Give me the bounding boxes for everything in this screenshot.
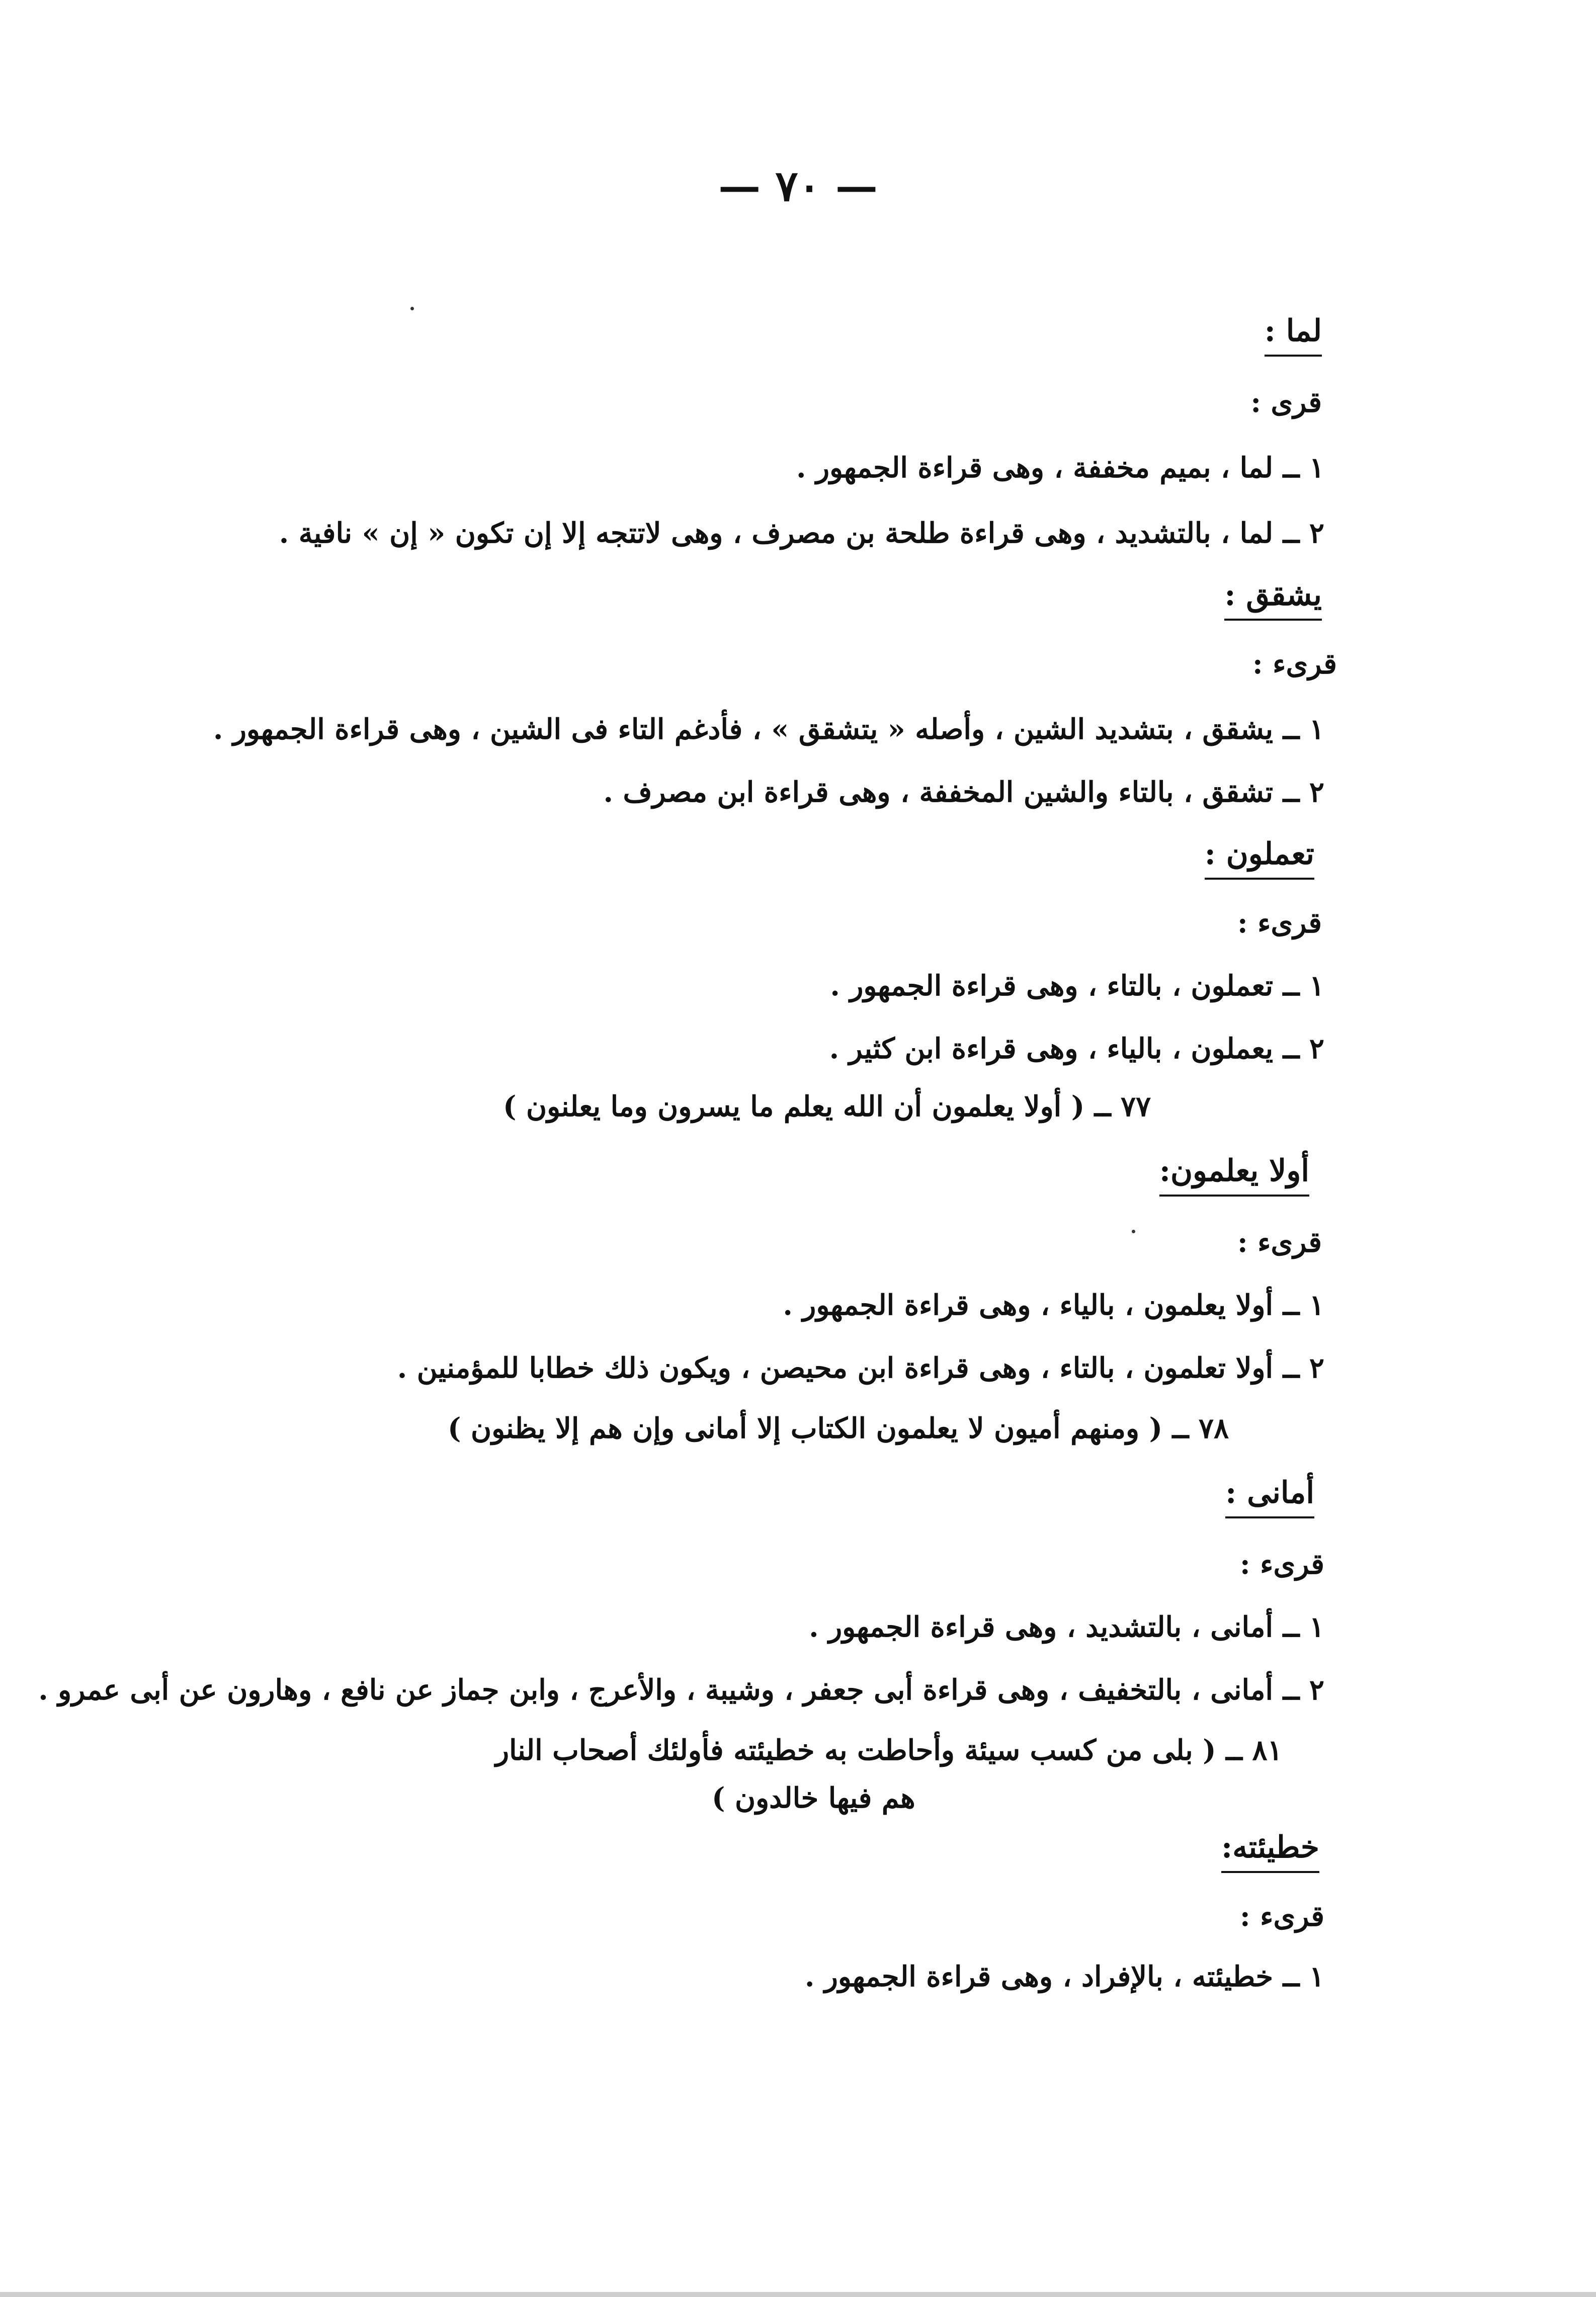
reading-line: ٢ ــ يعملون ، بالياء ، وهى قراءة ابن كثير .	[829, 1032, 1324, 1065]
reading-line: ١ ــ أمانى ، بالتشديد ، وهى قراءة الجمهور .	[809, 1610, 1324, 1644]
heading-awala-yalamun: أولا يعلمون:	[1159, 1154, 1309, 1197]
verse-78: ٧٨ ــ ( ومنهم أميون لا يعلمون الكتاب إلا أمانى وإن هم إلا يظنون )	[448, 1412, 1229, 1445]
scan-edge	[0, 2292, 1596, 2297]
qurie-label: قرىء :	[1240, 1548, 1324, 1581]
heading-yashaqqaq: يشقق :	[1224, 578, 1322, 621]
verse-81-part2: هم فيها خالدون )	[712, 1781, 915, 1815]
page-number: — ٧٠ —	[718, 161, 878, 211]
reading-line: ١ ــ يشقق ، بتشديد الشين ، وأصله « يتشقق » ، فأدغم التاء فى الشين ، وهى قراءة الجمهور .	[213, 713, 1324, 746]
verse-81-part1: ٨١ ــ ( بلى من كسب سيئة وأحاطت به خطيئته فأولئك أصحاب النار	[495, 1734, 1283, 1767]
heading-lamma: لما :	[1265, 314, 1322, 357]
reading-line: ٢ ــ تشقق ، بالتاء والشين المخففة ، وهى قراءة ابن مصرف .	[603, 776, 1324, 809]
reading-line: ٢ ــ أولا تعلمون ، بالتاء ، وهى قراءة ابن محيصن ، ويكون ذلك خطابا للمؤمنين .	[397, 1351, 1324, 1385]
qurie-label: قرىء :	[1252, 647, 1337, 680]
heading-amani: أمانى :	[1225, 1476, 1314, 1518]
qurie-label: قرىء :	[1237, 1226, 1322, 1259]
heading-taamalun: تعملون :	[1205, 837, 1314, 880]
reading-line: ١ ــ لما ، بميم مخففة ، وهى قراءة الجمهور .	[796, 451, 1324, 484]
heading-khatiatuhu: خطيئته:	[1221, 1831, 1319, 1873]
reading-line: ٢ ــ أمانى ، بالتخفيف ، وهى قراءة أبى جعفر ، وشيبة ، والأعرج ، وابن جماز عن نافع ، وهارون عن أبى عمرو .	[38, 1673, 1324, 1707]
qurie-label: قرى :	[1250, 386, 1322, 419]
verse-77: ٧٧ ــ ( أولا يعلمون أن الله يعلم ما يسرون وما يعلنون )	[503, 1090, 1151, 1123]
reading-line: ١ ــ أولا يعلمون ، بالياء ، وهى قراءة الجمهور .	[783, 1289, 1324, 1322]
reading-line: ٢ ــ لما ، بالتشديد ، وهى قراءة طلحة بن مصرف ، وهى لاتتجه إلا إن تكون « إن » نافية .	[279, 517, 1324, 550]
stray-mark	[1132, 1230, 1135, 1233]
qurie-label: قرىء :	[1240, 1900, 1324, 1933]
stray-mark	[410, 307, 414, 310]
reading-line: ١ ــ خطيئته ، بالإفراد ، وهى قراءة الجمهور .	[804, 1960, 1324, 1993]
qurie-label: قرىء :	[1237, 906, 1322, 940]
reading-line: ١ ــ تعملون ، بالتاء ، وهى قراءة الجمهور .	[830, 969, 1324, 1002]
